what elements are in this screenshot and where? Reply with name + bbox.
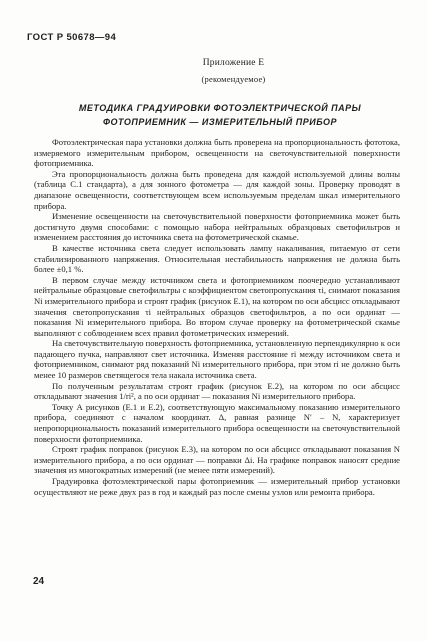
paragraph: На светочувствительную поверхность фотоприемника, установленную перпендикулярно к оси падающего пучка, направляют свет источника. Изменяя расстояние ri между источником света и фотоприемником, снимают ряд показаний Ni измерительного прибора, при этом ri не должно быть менее 10 размеров светящегося тела накала источника света.: [34, 338, 400, 381]
paragraph: Эта пропорциональность должна быть проведена для каждой используемой длины волны (таблица С.1 стандарта), а для зонного фотометра — для каждой зоны. Проверку проводят в диапазоне освещенности, соответствующем всем используемым пределам шкал измерительного прибора.: [34, 168, 400, 211]
body-text: [34, 137, 400, 497]
appendix-heading: [0, 58, 427, 84]
paragraph: В качестве источника света следует использовать лампу накаливания, питаемую от сети стабилизированного напряжения. Относительная нестабильность напряжения не должна быть более ±0,1 %.: [34, 242, 400, 275]
paragraph: Строят график поправок (рисунок Е.3), на котором по оси абсцисс откладывают показания N измерительного прибора, а по оси ординат — поправки Δi. На графике поправок наносят средние значения из многократных измерений (не менее пяти измерений).: [34, 444, 400, 476]
standard-header: ГОСТ Р 50678—94: [27, 32, 117, 43]
paragraph: В первом случае между источником света и фотоприемником поочередно устанавливают нейтральные образцовые светофильтры с коэффициентом светопропускания τi, снимают показания Ni измерительного прибора и строят график (рисунок Е.1), на котором по оси абсцисс откладывают значения светопропускания τi нейтральных образцов светофильтров, а по оси ординат — показания Ni измерительного прибора. Во втором случае проверку на фотометрической скамье выполняют с соблюдением всех правил фотометрических измерений.: [34, 274, 400, 338]
paragraph: Фотоэлектрическая пара установки должна быть проверена на пропорциональность фототока, измеряемого измерительным прибором, освещенности на светочувствительной поверхности фотоприемника.: [34, 137, 400, 169]
paragraph: Изменение освещенности на светочувствительной поверхности фотоприемника может быть достигнуто двумя способами: с помощью набора нейтральных образцовых светофильтров и изменением расстояния до источника света на фотометрической скамье.: [34, 211, 400, 243]
title-line-2: ФОТОПРИЕМНИК — ИЗМЕРИТЕЛЬНЫЙ ПРИБОР: [103, 117, 337, 127]
paragraph: По полученным результатам строят график (рисунок Е.2), на котором по оси абсцисс откладывают значения 1/ri², а по оси ординат — показания Ni измерительного прибора.: [34, 380, 400, 402]
section-title: [40, 101, 400, 129]
appendix-label: Приложение Е: [202, 58, 265, 68]
paragraph: Градуировка фотоэлектрической пары фотоприемник — измерительный прибор установки осуществляют не реже двух раз в год и каждый раз после смены узлов или ремонта прибора.: [34, 476, 400, 497]
title-line-1: МЕТОДИКА ГРАДУИРОВКИ ФОТОЭЛЕКТРИЧЕСКОЙ ПАРЫ: [78, 103, 362, 113]
page-number: 24: [33, 576, 45, 587]
paragraph: Точку А рисунков (Е.1 и Е.2), соответствующую максимальному показанию измерительного прибора, соединяют с началом координат. Δ, равная разнице N′ – N, характеризует непропорциональность показаний измерительного прибора освещенности на светочувствительной поверхности фотоприемника.: [34, 401, 400, 444]
appendix-note: (рекомендуемое): [201, 74, 266, 84]
